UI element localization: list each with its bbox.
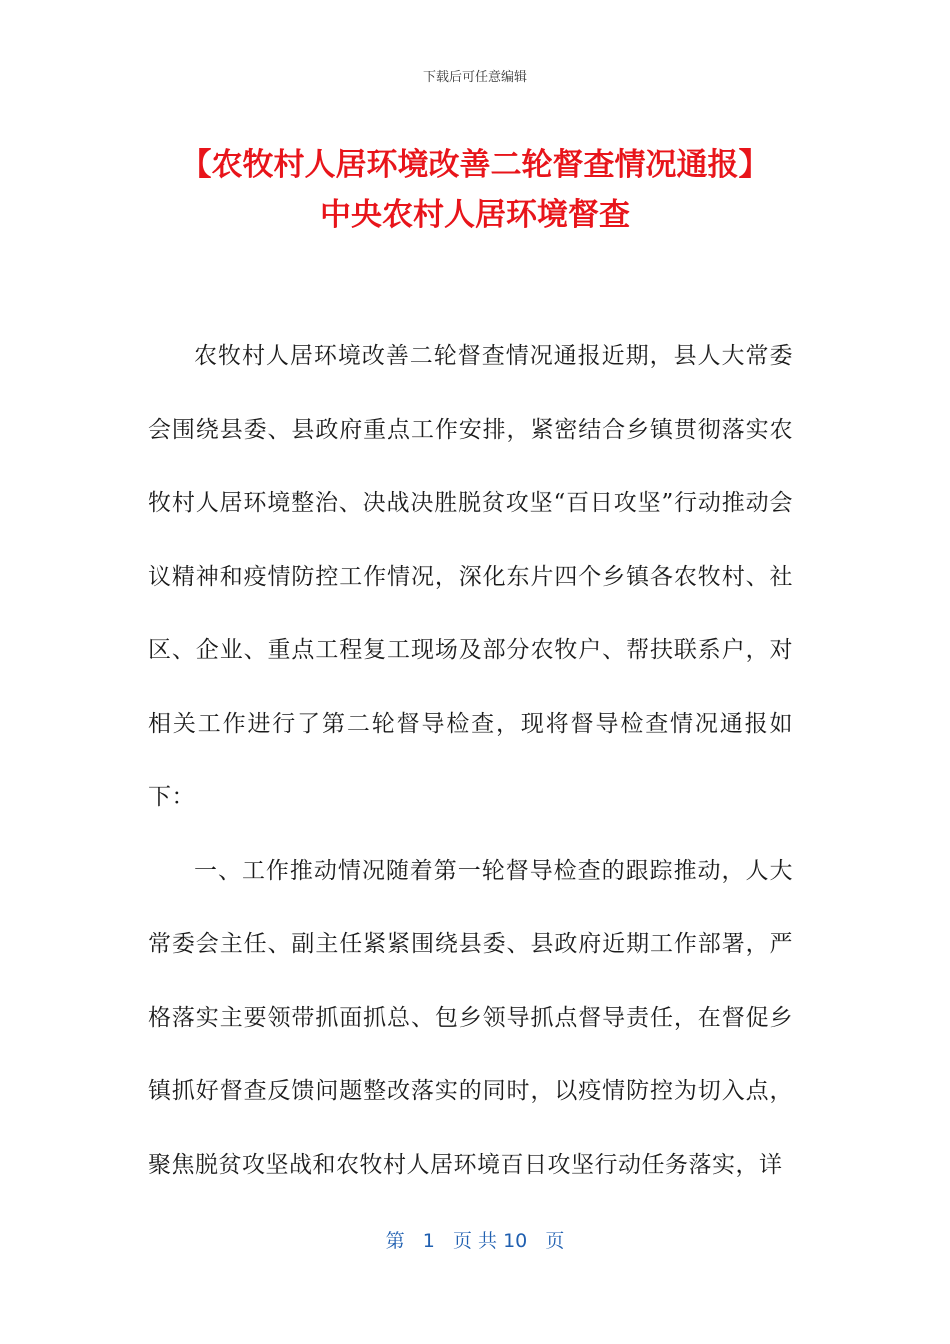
title-line-1: 【农牧村人居环境改善二轮督查情况通报】 xyxy=(180,147,770,183)
paragraph-section-1: 一、工作推动情况随着第一轮督导检查的跟踪推动，人大常委会主任、副主任紧紧围绕县委、县政府近期工作部署，严格落实主要领带抓面抓总、包乡领导抓点督导责任，在督促乡镇抓好督查反馈问题整改落实的同时，以疫情防控为切入点，聚焦脱贫攻坚战和农牧村人居环境百日攻坚行动任务落实，详 xyxy=(148,857,793,1178)
footer-label-ye-gong: 页 共 xyxy=(452,1230,498,1252)
page-footer xyxy=(0,1226,950,1253)
header-note: 下载后可任意编辑 xyxy=(422,70,527,85)
footer-label-di: 第 xyxy=(385,1230,405,1252)
footer-label-ye: 页 xyxy=(545,1230,565,1252)
footer-current-page: 1 xyxy=(422,1230,435,1252)
title-line-2: 中央农村人居环境督查 xyxy=(320,197,630,233)
paragraph-intro: 农牧村人居环境改善二轮督查情况通报近期，县人大常委会围绕县委、县政府重点工作安排，紧密结合乡镇贯彻落实农牧村人居环境整治、决战决胜脱贫攻坚“百日攻坚”行动推动会议精神和疫情防控工作情况，深化东片四个乡镇各农牧村、社区、企业、重点工程复工现场及部分农牧户、帮扶联系户，对相关工作进行了第二轮督导检查，现将督导检查情况通报如下： xyxy=(148,343,793,810)
footer-total-pages: 10 xyxy=(503,1230,528,1252)
document-title xyxy=(100,140,850,240)
document-body xyxy=(148,320,793,1202)
